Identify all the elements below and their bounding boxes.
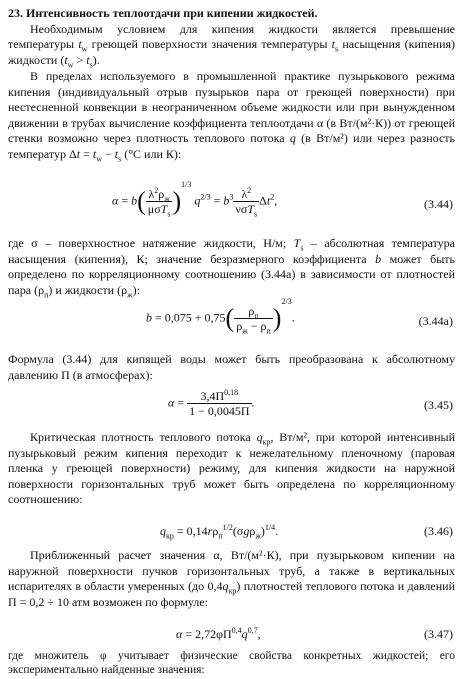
paragraph-approximate-calc: Приближенный расчет значения α, Вт/(м²·К), при пузырьковом кипении на наружной поверхности пучков горизонтальных труб, а также в вертикальных испарителях в области умеренных (до $0,4q_{кр}$) плотностей теплового потока и давлений П = 0,2 ÷ 10 атм возможен по формуле:	[8, 548, 456, 609]
paragraph-phi-factor: где множитель φ учитывает физические свойства конкретных жидкостей; его экспериментально найденные значения:	[8, 650, 455, 676]
paragraph-water-pressure: Формула (3.44) для кипящей воды может быть преобразована к абсолютному давлению П (в атмосферах):	[8, 352, 455, 382]
equation-3-44: α = b( $\frac{\lambda^2\rho_ж}{\mu\sigma T_s}$ )$^{1/3}$ $q^{2/3} = b^3$ $\frac{\lambda^2}{\nu\sigma T_s}$ $\Delta t^2$, (3.44)	[112, 180, 453, 219]
equation-number-3-44a: (3.44а)	[418, 314, 453, 328]
equation-number-3-46: (3.46)	[424, 524, 453, 538]
equation-number-3-44: (3.44)	[424, 197, 453, 211]
equation-number-3-45: (3.45)	[424, 398, 453, 412]
equation-3-45: α = $\frac{3,4П^{0,18}}{1 - 0,0045П}$ . (3.45)	[168, 388, 453, 418]
paragraph-boiling-regime: В пределах используемого в промышленной практике пузырькового режима кипения (индивидуальный отрыв пузырьков пара от греющей поверхности) при нестесненной конвекции в неограниченном объеме жидкости или при вынужденном движении в трубах вычисление коэффициента теплоотдачи α (в Вт/(м²·К)) от греющей стенки возможно через плотность теплового потока q (в Вт/м²) или через разность температур $\Delta t = t_w - t_s$ (°С или К):	[8, 69, 456, 164]
equation-3-47: $\alpha = 2,72\varphi П^{0,4}q^{0,7}$, (3.47)	[176, 626, 453, 641]
paragraph-sigma-definition: где σ – поверхностное натяжение жидкости, Н/м; $T_s$ – абсолютная температура насыщения (кипения), К; значение безразмерного коэффициента b может быть определено по корреляционному соотношению (3.44а) в зависимости от плотностей пара $(\rho_п)$ и жидкости $(\rho_ж)$:	[8, 236, 456, 300]
equation-3-46: $q_{кр} = 0,14r\rho_п^{1/2}(\sigma g\rho_ж)^{1/4}$. (3.46)	[160, 523, 453, 541]
paragraph-intro: 23. Интенсивность теплоотдачи при кипении жидкостей. Необходимым условием для кипения жидкости является превышение температуры $t_w$ греющей поверхности значения температуры $t_s$ насыщения (кипения) жидкости $(t_w > t_s)$.	[8, 6, 456, 70]
section-heading: 23. Интенсивность теплоотдачи при кипении жидкостей.	[8, 6, 318, 20]
equation-3-44a: b = 0,075 + 0,75( $\frac{\rho_п}{\rho_ж - \rho_п}$ )$^{2/3}$. (3.44а)	[146, 297, 453, 336]
equation-number-3-47: (3.47)	[424, 627, 453, 641]
paragraph-critical-flux: Критическая плотность теплового потока $q_{кр}$, Вт/м², при которой интенсивный пузырьковый режим кипения переходит к нежелательному пленочному (паровая пленка у греющей поверхности) режиму, для кипения жидкости на наружной поверхности горизонтальных труб может быть определена по корреляционному соотношению:	[8, 430, 456, 507]
